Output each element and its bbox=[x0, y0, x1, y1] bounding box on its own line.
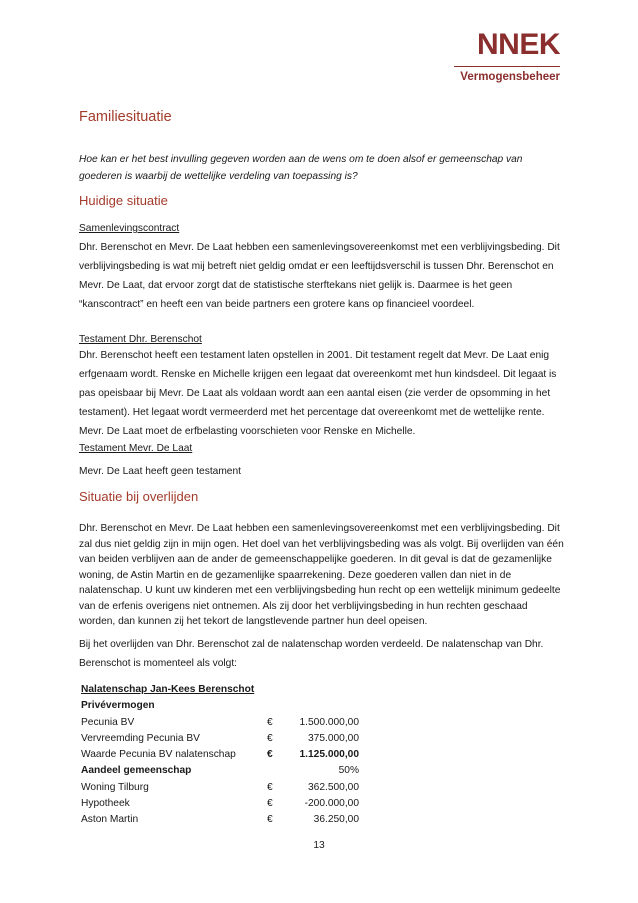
intro-question: Hoe kan er het best invulling gegeven worden aan de wens om te doen alsof er gemeenschap van goederen is waarbij de wettelijke verdeling van toepassing is? bbox=[79, 154, 523, 182]
section-title-current: Huidige situatie bbox=[79, 193, 168, 208]
table-row bbox=[81, 763, 359, 779]
table-row bbox=[81, 796, 359, 812]
row-label: Aston Martin bbox=[81, 814, 139, 826]
table-row bbox=[81, 812, 359, 828]
private-header: Privévermogen bbox=[81, 700, 155, 712]
row-currency: € bbox=[267, 749, 273, 761]
page-number: 13 bbox=[313, 840, 325, 851]
page-heading: Familiesituatie bbox=[79, 109, 172, 125]
row-currency: € bbox=[267, 814, 273, 826]
section-title-death: Situatie bij overlijden bbox=[79, 489, 199, 504]
table-row bbox=[81, 747, 359, 763]
row-amount: -200.000,00 bbox=[304, 798, 359, 810]
subtitle-cohabitation: Samenlevingscontract bbox=[79, 223, 180, 234]
table-row bbox=[81, 731, 359, 747]
estate-title: Nalatenschap Jan-Kees Berenschot bbox=[81, 684, 255, 695]
paragraph-will-delaat: Mevr. De Laat heeft geen testament bbox=[79, 466, 241, 477]
company-logo bbox=[454, 30, 560, 84]
logo-brand: NNEK bbox=[476, 28, 560, 61]
row-currency: € bbox=[267, 798, 273, 810]
table-row bbox=[81, 682, 359, 698]
row-amount: 1.125.000,00 bbox=[299, 749, 359, 761]
share-header: Aandeel gemeenschap bbox=[81, 765, 192, 777]
row-label: Hypotheek bbox=[81, 798, 130, 810]
logo-divider bbox=[454, 66, 560, 67]
row-label: Woning Tilburg bbox=[81, 781, 149, 793]
row-amount: 36.250,00 bbox=[313, 814, 359, 826]
row-label: Waarde Pecunia BV nalatenschap bbox=[81, 749, 236, 761]
logo-subtitle: Vermogensbeheer bbox=[460, 71, 560, 83]
table-row bbox=[81, 698, 359, 714]
share-value: 50% bbox=[338, 765, 359, 777]
estate-table bbox=[81, 682, 359, 829]
row-label: Pecunia BV bbox=[81, 716, 135, 728]
paragraph-cohabitation: Dhr. Berenschot en Mevr. De Laat hebben een samenlevingsovereenkomst met een verblijvingsbeding. Dit verblijvingsbeding is wat mij betreft niet geldig omdat er een leeftijdsverschil is tussen Dhr. Berenschot en Mevr. De Laat, dat ervoor zorgt dat de statistische sterftekans niet gelijk is. Daarmee is het geen “kanscontract” en heeft een van beide partners een grotere kans op financieel voordeel. bbox=[79, 242, 560, 310]
row-label: Vervreemding Pecunia BV bbox=[81, 732, 200, 744]
row-amount: 375.000,00 bbox=[308, 732, 359, 744]
subtitle-will-delaat: Testament Mevr. De Laat bbox=[79, 443, 193, 454]
row-amount: 362.500,00 bbox=[308, 781, 359, 793]
table-row bbox=[81, 715, 359, 731]
subtitle-will-berenschot: Testament Dhr. Berenschot bbox=[79, 334, 202, 345]
row-amount: 1.500.000,00 bbox=[299, 716, 359, 728]
paragraph-will-berenschot: Dhr. Berenschot heeft een testament laten opstellen in 2001. Dit testament regelt dat Mevr. De Laat enig erfgenaam wordt. Renske en Michelle krijgen een legaat dat overeenkomt met hun kindsdeel. Dit legaat is pas opeisbaar bij Mevr. De Laat als voldaan wordt aan een aantal eisen (zie verder de opsomming in het testament). Het legaat wordt vermeerderd met het percentage dat overeenkomt met de wettelijke rente. Mevr. De Laat moet de erfbelasting voorschieten voor Renske en Michelle. bbox=[79, 350, 557, 437]
row-currency: € bbox=[267, 781, 273, 793]
row-currency: € bbox=[267, 732, 273, 744]
paragraph-death: Dhr. Berenschot en Mevr. De Laat hebben een samenlevingsovereenkomst met een verblijvingsbeding. Dit zal dus niet geldig zijn in mijn ogen. Het doel van het verblijvingsbeding was als volgt. Bij overlijden van één van beiden verblijven aan de ander de gemeenschappelijke goederen. In dit geval is dat de gezamenlijke woning, de Astin Martin en de gezamenlijke spaarrekening. Deze goederen vallen dan niet in de nalatenschap. U kunt uw kinderen met een verblijvingsbeding hun recht op een wettelijk minimum gedeelte van de erfenis overigens niet ontnemen. Als zij door het verblijvingsbeding in hun rechten geschaad worden, dan kunnen zij het tekort de langstlevende partner hun deel opeisen. bbox=[79, 523, 564, 627]
row-currency: € bbox=[267, 716, 273, 728]
table-row bbox=[81, 780, 359, 796]
paragraph-estate-intro: Bij het overlijden van Dhr. Berenschot zal de nalatenschap worden verdeeld. De nalatenschap van Dhr. Berenschot is momenteel als volgt: bbox=[79, 639, 544, 669]
